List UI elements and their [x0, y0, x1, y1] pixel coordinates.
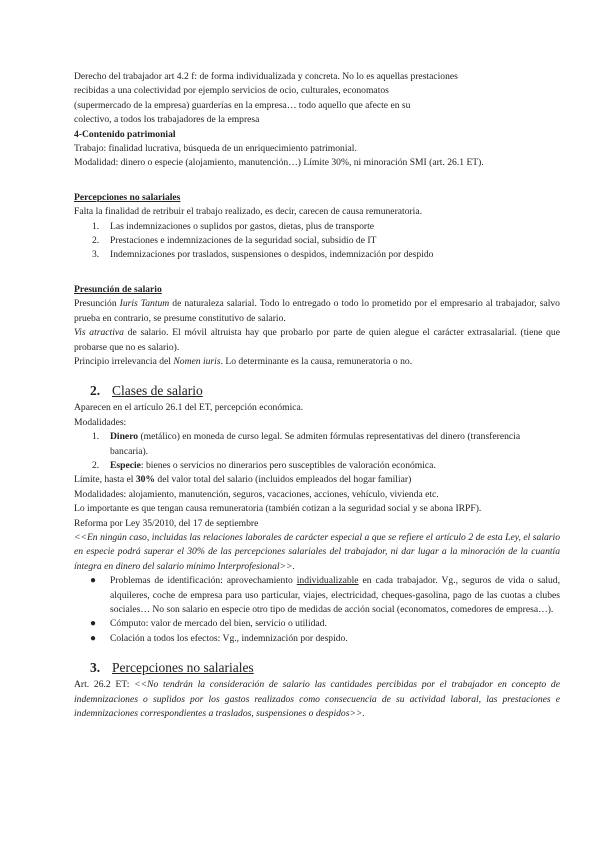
section-title: Percepciones no salariales [112, 660, 254, 676]
list-term: Especie [110, 459, 141, 471]
bullet-icon: ● [90, 575, 97, 587]
list-item-text: (metálico) en moneda de curso legal. Se admiten fórmulas representativas del dinero (transferencia bancaria). [110, 431, 521, 457]
list-item [74, 459, 560, 473]
list-item: ● Cómputo: valor de mercado del bien, servicio o utilidad. [74, 617, 560, 631]
bullet-icon: ● [90, 618, 97, 630]
clases-reforma: Reforma por Ley 35/2010, del 17 de septiembre [74, 517, 259, 529]
percepciones-list [74, 220, 560, 263]
intro-line-3: (supermercado de la empresa) guarderías en la empresa… todo aquello que afecte en su [74, 99, 411, 111]
clases-modalidades: Modalidades: alojamiento, manutención, seguros, vacaciones, acciones, vehículo, vivienda etc. [74, 488, 439, 500]
clases-importante: Lo importante es que tengan causa remuneratoria (también cotizan a la seguridad social y se abona IRPF). [74, 503, 482, 515]
percepciones-section-heading [74, 658, 560, 678]
list-item-text: Indemnizaciones por traslados, suspensiones o despidos, indemnización por despido [110, 249, 434, 261]
list-number: 1. [92, 431, 100, 443]
art-26-2-paragraph: Art. 26.2 ET: <<No tendrán la consideración de salario las cantidades percibidas por el trabajador en concepto de indemnizaciones o suplidos por los gastos realizados como consecuencia de su actividad laboral, las prestaciones e indemnizaciones correspondientes a traslados, suspensiones o despidos>>. [74, 679, 560, 720]
section-title: Clases de salario [112, 383, 203, 399]
clases-quote: <<En ningún caso, incluidas las relaciones laborales de carácter especial a que se refiere el artículo 2 de esta Ley, el salario en especie podrá superar el 30% de las percepciones salariales del trabajador, ni dar lugar a la minoración de la cuantía íntegra en dinero del salario mínimo Interprofesional>>. [74, 531, 560, 572]
list-item [74, 220, 560, 234]
contenido-trabajo: Trabajo: finalidad lucrativa, búsqueda de un enriquecimiento patrimonial. [74, 143, 357, 155]
list-number: 1. [92, 220, 100, 232]
intro-line-4: colectivo, a todos los trabajadores de la empresa [74, 114, 260, 126]
list-number: 3. [92, 249, 100, 261]
clases-line-1: Aparecen en el artículo 26.1 del ET, percepción económica. [74, 402, 304, 414]
list-item [74, 248, 560, 262]
percepciones-intro: Falta la finalidad de retribuir el trabajo realizado, es decir, carecen de causa remuneratoria. [74, 206, 423, 218]
presuncion-paragraph-3: Principio irrelevancia del Nomen iuris. Lo determinante es la causa, remuneratoria o no. [74, 355, 413, 367]
intro-line-1: Derecho del trabajador art 4.2 f: de forma individualizada y concreta. No lo es aquellas prestaciones [74, 71, 458, 82]
list-item-text: Prestaciones e indemnizaciones de la seguridad social, subsidio de IT [110, 235, 377, 247]
list-term: Dinero [110, 431, 139, 443]
intro-line-2: recibidas a una colectividad por ejemplo servicios de ocio, culturales, economatos [74, 85, 389, 97]
list-number: 2. [92, 235, 100, 247]
bullet-icon: ● [90, 632, 97, 644]
clases-list [74, 430, 560, 473]
clases-limite: Límite, hasta el 30% del valor total del salario (incluidos empleados del hogar familiar) [74, 474, 412, 486]
clases-bullet-list [74, 574, 560, 646]
list-item [74, 430, 560, 459]
list-item: ● Colación a todos los efectos: Vg., indemnización por despido. [74, 632, 560, 646]
presuncion-heading: Presunción de salario [74, 283, 162, 295]
clases-line-2: Modalidades: [74, 416, 127, 428]
list-item-text: : bienes o servicios no dinerarios pero susceptibles de valoración económica. [140, 459, 436, 471]
clases-section-heading [74, 381, 560, 401]
percepciones-heading: Percepciones no salariales [74, 191, 181, 203]
section-number: 2. [90, 383, 101, 399]
contenido-modalidad: Modalidad: dinero o especie (alojamiento, manutención…) Límite 30%, ni minoración SMI (art. 26.1 ET). [74, 157, 484, 169]
contenido-heading: 4-Contenido patrimonial [74, 128, 176, 140]
list-item-text: Las indemnizaciones o suplidos por gastos, dietas, plus de transporte [110, 220, 375, 232]
presuncion-paragraph-2: Vis atractiva de salario. El móvil altruista hay que probarlo por parte de quien alegue el carácter extrasalarial. (tiene que probarse que no es salario). [74, 327, 560, 353]
list-item [74, 234, 560, 248]
section-number: 3. [90, 660, 101, 676]
presuncion-paragraph-1: Presunción Iuris Tantum de naturaleza salarial. Todo lo entregado o todo lo prometido por el empresario al trabajador, salvo prueba en contrario, se presume constitutivo de salario. [74, 298, 560, 324]
list-item: ● Problemas de identificación: aprovechamiento individualizable en cada trabajador. Vg., seguros de vida o salud, alquileres, coche de empresa para uso particular, viajes, electricidad, cheques-gasolina, pago de las cuotas a clubes sociales… No son salario en especie otro tipo de medidas de acción social (economatos, comedores de empresa…). [90, 575, 560, 615]
list-number: 2. [92, 459, 100, 471]
